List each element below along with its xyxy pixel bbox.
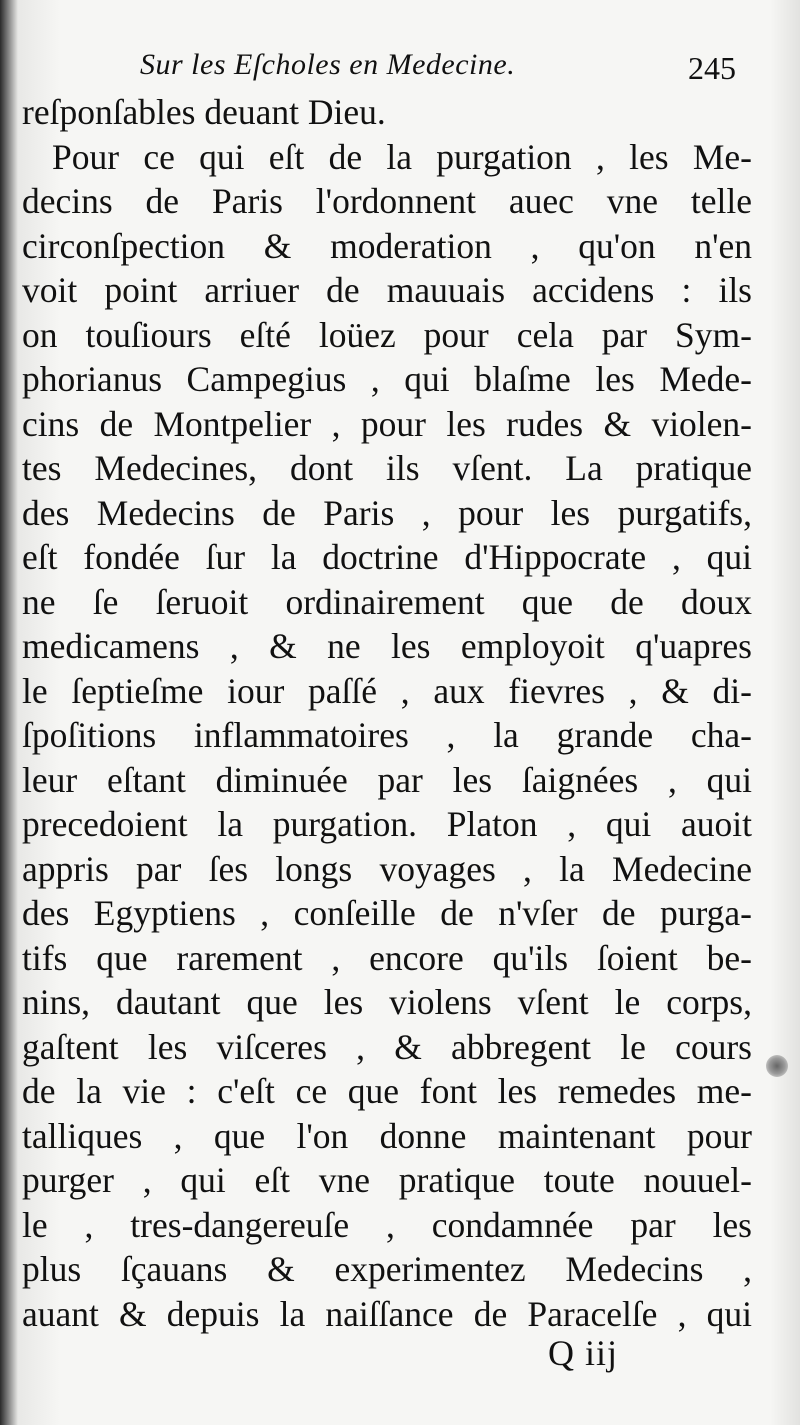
page-number: 245 xyxy=(688,50,736,86)
signature-mark: Q iij xyxy=(548,1333,619,1373)
text-line: voit point arriuer de mauuais accidens : ils xyxy=(22,270,752,310)
text-line: tifs que rarement , encore qu'ils ſoient be- xyxy=(22,937,752,978)
text-line: talliques , que l'on donne maintenant pour xyxy=(22,1115,752,1156)
text-line: des Egyptiens , conſeille de n'vſer de purga- xyxy=(22,893,752,933)
text-line: le , tres-dangereuſe , condamnée par les xyxy=(22,1204,752,1245)
text-line: nins, dautant que les violens vſent le corps, xyxy=(22,982,752,1022)
paper-blemish xyxy=(766,1055,788,1077)
text-line: gaſtent les viſceres , & abbregent le cours xyxy=(22,1026,752,1067)
text-line: le ſeptieſme iour paſſé , aux fievres , & di- xyxy=(22,670,752,711)
text-line: medicamens , & ne les employoit q'uapres xyxy=(22,626,752,666)
text-line: Pour ce qui eſt de la purgation , les Me- xyxy=(52,136,752,177)
running-head: Sur les Eſcholes en Medecine. xyxy=(140,48,516,81)
text-line: de la vie : c'eſt ce que font les remedes me- xyxy=(22,1071,752,1111)
text-line: circonſpection & moderation , qu'on n'en xyxy=(22,225,752,266)
text-line: plus ſçauans & experimentez Medecins , xyxy=(22,1249,752,1289)
text-line: phorianus Campegius , qui blaſme les Mede- xyxy=(22,359,752,399)
text-line: appris par ſes longs voyages , la Medecine xyxy=(22,848,752,889)
text-line: tes Medecines, dont ils vſent. La pratique xyxy=(22,448,752,488)
text-line: eſt fondée ſur la doctrine d'Hippocrate , qui xyxy=(22,537,752,577)
text-line: ſpoſitions inflammatoires , la grande cha- xyxy=(22,715,752,755)
body-text xyxy=(22,90,752,1336)
text-line: precedoient la purgation. Platon , qui auoit xyxy=(22,804,752,844)
text-line: leur eſtant diminuée par les ſaignées , qui xyxy=(22,759,752,800)
text-line: decins de Paris l'ordonnent auec vne telle xyxy=(22,181,752,221)
text-line: auant & depuis la naiſſance de Paracelſe , qui xyxy=(22,1293,752,1334)
text-line: des Medecins de Paris , pour les purgatifs, xyxy=(22,492,752,533)
page-header xyxy=(0,48,800,88)
text-line: cins de Montpelier , pour les rudes & violen- xyxy=(22,403,752,444)
text-line: purger , qui eſt vne pratique toute nouuel- xyxy=(22,1160,752,1200)
text-line: on touſiours eſté loüez pour cela par Sym- xyxy=(22,314,752,355)
text-line: ne ſe ſeruoit ordinairement que de doux xyxy=(22,581,752,622)
text-line: reſponſables deuant Dieu. xyxy=(22,92,386,132)
